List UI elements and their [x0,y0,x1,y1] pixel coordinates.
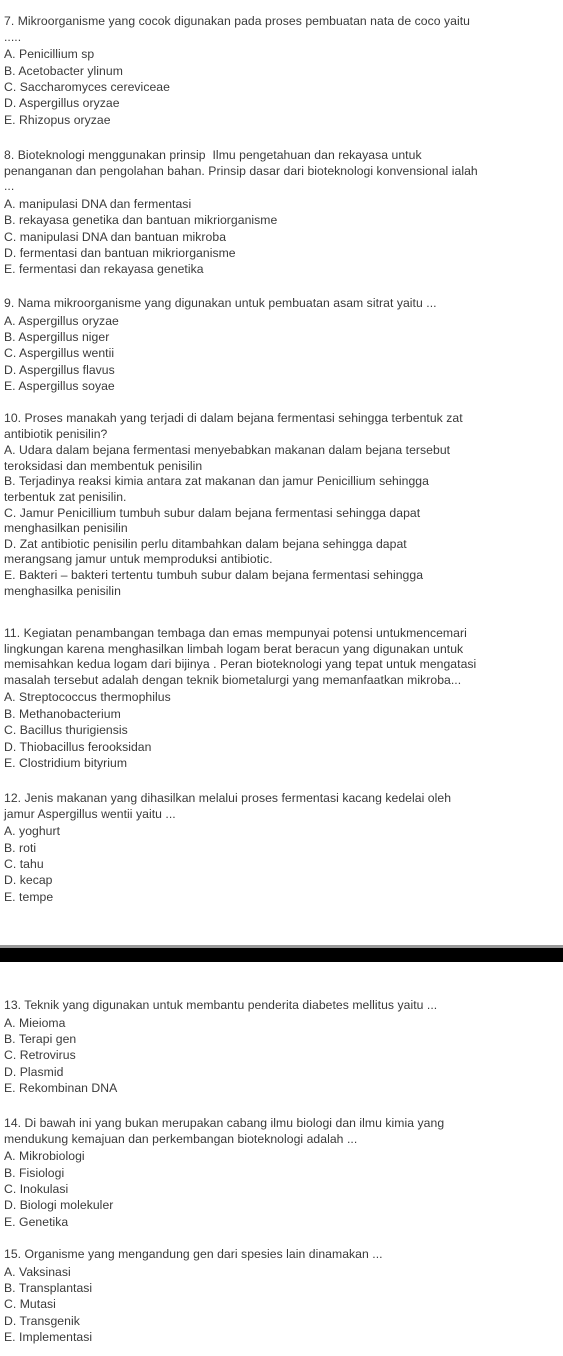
option-e: E. tempe [4,889,54,904]
question-text: 15. Organisme yang mengandung gen dari spesies lain dinamakan ... [4,1247,383,1261]
option-b: B. rekayasa genetika dan bantuan mikriorganisme [4,213,278,228]
option-b: B. Terapi gen [4,1032,77,1046]
option-a: A. yoghurt [4,824,61,839]
option-e: E. Clostridium bityrium [4,756,128,770]
question-8 [4,148,560,278]
question-12 [4,791,560,905]
question-text: 9. Nama mikroorganisme yang digunakan untuk pembuatan asam sitrat yaitu ... [4,296,437,310]
option-d: D. Biologi molekuler [4,1198,114,1213]
option-c: C. Bacillus thurigiensis [4,723,128,738]
option-a: A. Udara dalam bejana fermentasi menyebabkan makanan dalam bejana tersebut teroksidasi dan membentuk penisilin [4,443,451,473]
option-e: E. fermentasi dan rekayasa genetika [4,262,204,277]
option-c: C. manipulasi DNA dan bantuan mikroba [4,229,227,244]
document-page-bottom [0,962,563,1356]
option-d: D. Thiobacillus ferooksidan [4,739,152,754]
option-a: A. Penicillium sp [4,47,95,62]
option-c: C. Mutasi [4,1297,56,1312]
question-text: 12. Jenis makanan yang dihasilkan melalui proses fermentasi kacang kedelai oleh jamur Aspergillus wentii yaitu ... [4,791,452,821]
question-10 [4,411,560,599]
option-b: B. Terjadinya reaksi kimia antara zat makanan dan jamur Penicillium sehingga terbentuk zat penisilin. [4,474,429,504]
option-b: B. Transplantasi [4,1281,93,1295]
question-text: 11. Kegiatan penambangan tembaga dan emas mempunyai potensi untukmencemari lingkungan karena menghasilkan limbah logam berat beracun yang digunakan untuk memisahkan kedua logam dari bijinya . Peran bioteknologi yang tepat untuk mengatasi masalah tersebut adalah dengan teknik biometalurgi yang memanfaatkan mikroba... [4,626,477,687]
question-7 [4,14,560,128]
page-divider [0,945,563,962]
option-a: A. Vaksinasi [4,1264,71,1279]
question-9 [4,296,560,395]
question-text: 10. Proses manakah yang terjadi di dalam bejana fermentasi sehingga terbentuk zat antibiotik penisilin? [4,411,463,441]
question-13 [4,998,560,1097]
question-14 [4,1116,560,1230]
option-a: A. Streptococcus thermophilus [4,690,171,705]
option-e: E. Genetika [4,1214,69,1229]
option-c: C. Inokulasi [4,1182,69,1196]
option-e: E. Aspergillus soyae [4,379,115,394]
option-c: C. Aspergillus wentii [4,346,115,361]
option-a: A. Aspergillus oryzae [4,313,119,328]
option-d: D. Aspergillus oryzae [4,96,120,111]
option-a: A. Mikrobiologi [4,1149,85,1164]
option-a: A. Mieioma [4,1015,66,1030]
option-d: D. Zat antibiotic penisilin perlu ditambahkan dalam bejana sehingga dapat merangsang jamur untuk memproduksi antibiotic. [4,536,407,567]
option-b: B. Aspergillus niger [4,330,110,344]
option-e: E. Rhizopus oryzae [4,112,111,127]
option-e: E. Rekombinan DNA [4,1081,118,1096]
option-d: D. kecap [4,873,53,888]
option-b: B. Acetobacter ylinum [4,63,123,78]
option-c: C. Retrovirus [4,1048,76,1063]
option-d: D. fermentasi dan bantuan mikriorganisme [4,246,236,260]
question-text: 8. Bioteknologi menggunakan prinsip Ilmu pengetahuan dan rekayasa untuk penanganan dan pengolahan bahan. Prinsip dasar dari bioteknologi konvensional ialah ... [4,148,478,194]
option-d: D. Aspergillus flavus [4,362,115,377]
option-b: B. Methanobacterium [4,706,121,721]
option-a: A. manipulasi DNA dan fermentasi [4,196,192,211]
option-d: D. Transgenik [4,1313,80,1328]
option-e: E. Bakteri – bakteri tertentu tumbuh subur dalam bejana fermentasi sehingga menghasilka penisilin [4,567,424,598]
option-b: B. Fisiologi [4,1165,65,1180]
option-d: D. Plasmid [4,1064,64,1079]
question-15 [4,1247,560,1346]
option-e: E. Implementasi [4,1330,93,1345]
question-text: 7. Mikroorganisme yang cocok digunakan pada proses pembuatan nata de coco yaitu ..... [4,14,471,44]
option-b: B. roti [4,840,37,855]
question-text: 13. Teknik yang digunakan untuk membantu penderita diabetes mellitus yaitu ... [4,998,438,1012]
option-c: C. Jamur Penicillium tumbuh subur dalam bejana fermentasi sehingga dapat menghasilkan penisilin [4,505,421,536]
question-text: 14. Di bawah ini yang bukan merupakan cabang ilmu biologi dan ilmu kimia yang mendukung kemajuan dan perkembangan bioteknologi adalah ... [4,1116,445,1146]
question-11 [4,626,560,771]
option-c: C. tahu [4,857,44,871]
option-c: C. Saccharomyces cereviceae [4,80,170,94]
